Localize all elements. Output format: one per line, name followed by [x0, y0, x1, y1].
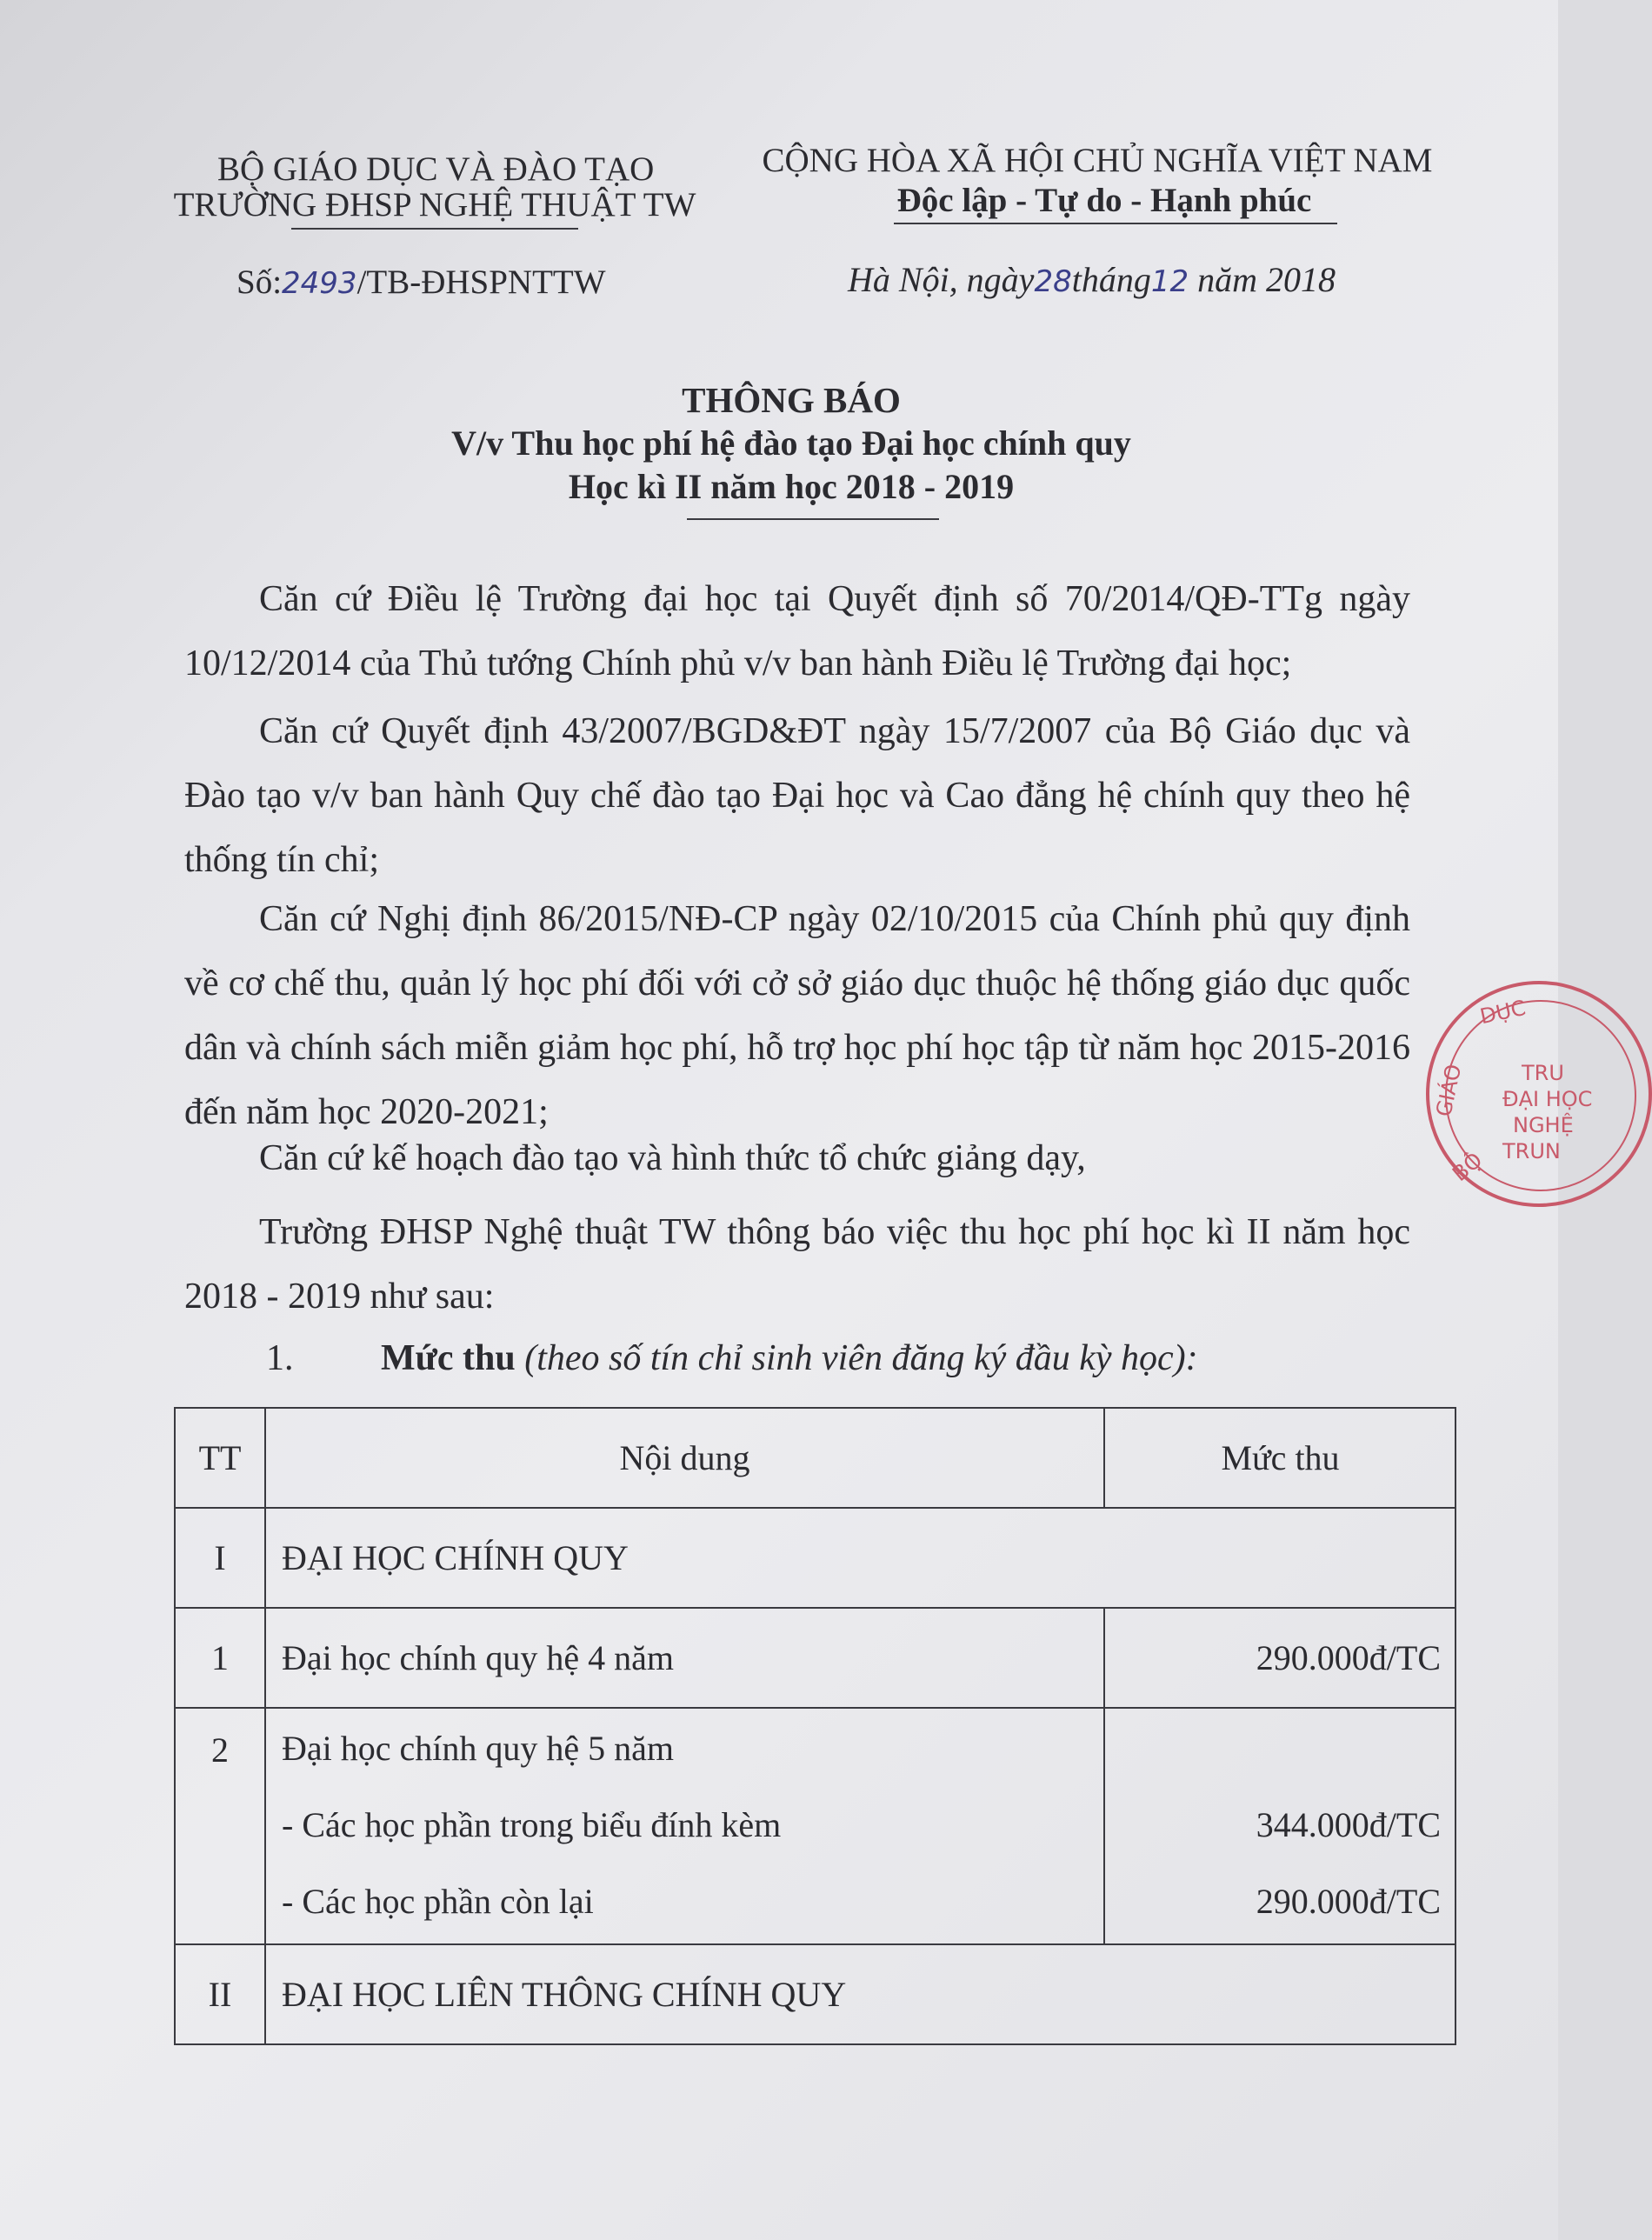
date-month-label: tháng	[1071, 260, 1151, 299]
paragraph-legal-basis-1: Căn cứ Điều lệ Trường đại học tại Quyết định số 70/2014/QĐ-TTg ngày 10/12/2014 của Thủ tướng Chính phủ v/v ban hành Điều lệ Trường đại học;	[184, 579, 1410, 683]
seal-text-line-2: ĐẠI HỌC	[1502, 1087, 1593, 1111]
document-number	[236, 263, 606, 302]
date-day-handwritten: 28	[1034, 264, 1072, 299]
section-i-number: I	[175, 1508, 265, 1608]
title-underline	[687, 518, 939, 520]
row-1-content: Đại học chính quy hệ 4 năm	[265, 1608, 1104, 1708]
date-year: năm 2018	[1197, 260, 1336, 299]
section-1-number: 1.	[266, 1338, 294, 1378]
section-1-label: Mức thu	[381, 1338, 516, 1378]
date-month-handwritten: 12	[1150, 264, 1189, 299]
fee-table	[174, 1407, 1456, 2045]
row-2-amount-blank	[1106, 1710, 1441, 1787]
row-2-sub-1: - Các học phần trong biểu đính kèm	[282, 1805, 782, 1844]
doc-number-handwritten: 2493	[282, 266, 357, 301]
seal-text-top: DỤC	[1477, 995, 1529, 1030]
date-prefix: Hà Nội, ngày	[848, 260, 1035, 299]
paragraph-legal-basis-3: Căn cứ Nghị định 86/2015/NĐ-CP ngày 02/10/2015 của Chính phủ quy định về cơ chế thu, quản lý học phí đối với cở sở giáo dục thuộc hệ thống giáo dục quốc dân và chính sách miễn giảm học phí, hỗ trợ học phí học tập từ năm học 2015-2016 đến năm học 2020-2021;	[184, 899, 1410, 1132]
school-name: TRƯỜNG ĐHSP NGHỆ THUẬT TW	[173, 186, 696, 223]
paragraph-announcement: Trường ĐHSP Nghệ thuật TW thông báo việc thu học phí học kì II năm học 2018 - 2019 như sau:	[184, 1212, 1410, 1317]
ministry-name: BỘ GIÁO DỤC VÀ ĐÀO TẠO	[217, 150, 655, 188]
row-2-sub-2: - Các học phần còn lại	[282, 1882, 594, 1921]
section-ii-label: ĐẠI HỌC LIÊN THÔNG CHÍNH QUY	[265, 1944, 1455, 2044]
row-2-number: 2	[175, 1708, 265, 1944]
seal-text-line-3: NGHỆ	[1513, 1113, 1574, 1137]
motto-underline	[894, 223, 1337, 224]
header-amount: Mức thu	[1104, 1408, 1455, 1508]
section-i-label: ĐẠI HỌC CHÍNH QUY	[265, 1508, 1455, 1608]
row-1-number: 1	[175, 1608, 265, 1708]
table-section-row	[175, 1508, 1455, 1608]
doc-number-prefix: Số:	[236, 263, 283, 301]
row-2-sub-2-amount: 290.000đ/TC	[1256, 1882, 1441, 1921]
document-date	[848, 259, 1336, 300]
section-ii-number: II	[175, 1944, 265, 2044]
table-section-row	[175, 1944, 1455, 2044]
paragraph-legal-basis-2: Căn cứ Quyết định 43/2007/BGD&ĐT ngày 15/7/2007 của Bộ Giáo dục và Đào tạo v/v ban hành Quy chế đào tạo Đại học và Cao đẳng hệ chính quy theo hệ thống tín chỉ;	[184, 711, 1410, 880]
official-seal	[1426, 981, 1652, 1207]
row-2-amounts	[1104, 1708, 1455, 1944]
seal-text-line-1: TRU	[1522, 1061, 1564, 1085]
row-2-content	[265, 1708, 1104, 1944]
notice-heading: THÔNG BÁO	[682, 380, 901, 420]
seal-text-left: GIÁO	[1431, 1062, 1467, 1119]
section-1-note: (theo số tín chỉ sinh viên đăng ký đầu kỳ học):	[524, 1338, 1198, 1378]
section-1-heading	[266, 1326, 1198, 1390]
row-2-title: Đại học chính quy hệ 5 năm	[282, 1729, 674, 1768]
notice-subject: V/v Thu học phí hệ đào tạo Đại học chính quy	[451, 423, 1131, 463]
seal-text-bottom-left: BỘ	[1448, 1147, 1488, 1187]
school-name-underline	[291, 228, 578, 230]
notice-term: Học kì II năm học 2018 - 2019	[568, 467, 1015, 506]
table-row	[175, 1708, 1455, 1944]
country-name: CỘNG HÒA XÃ HỘI CHỦ NGHĨA VIỆT NAM	[762, 142, 1433, 179]
row-1-amount: 290.000đ/TC	[1104, 1608, 1455, 1708]
header-content: Nội dung	[265, 1408, 1104, 1508]
row-2-sub-1-amount: 344.000đ/TC	[1256, 1805, 1441, 1844]
table-row	[175, 1608, 1455, 1708]
paragraph-legal-basis-4: Căn cứ kế hoạch đào tạo và hình thức tổ chức giảng dạy,	[259, 1138, 1086, 1178]
seal-text-line-4: TRUN	[1502, 1139, 1561, 1163]
table-header-row	[175, 1408, 1455, 1508]
doc-number-suffix: /TB-ĐHSPNTTW	[356, 263, 606, 301]
national-motto: Độc lập - Tự do - Hạnh phúc	[896, 182, 1312, 219]
header-tt: TT	[175, 1408, 265, 1508]
